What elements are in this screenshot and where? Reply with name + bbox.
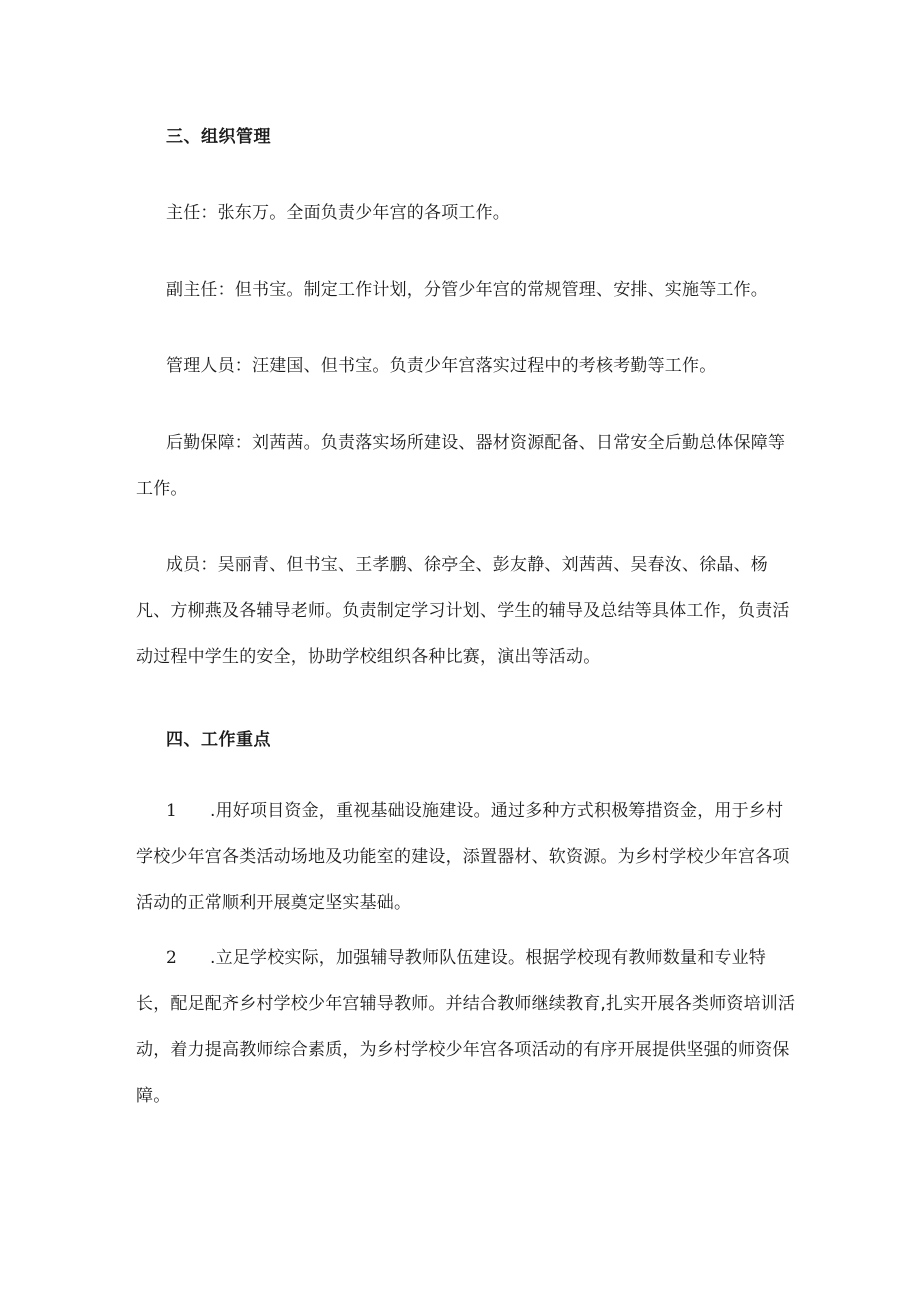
- list-item-number: 1: [166, 801, 178, 821]
- list-item-number: 2: [166, 948, 178, 968]
- list-item-text: .立足学校实际，加强辅导教师队伍建设。根据学校现有教师数量和专业特长，配足配齐乡村学校少年宫辅导教师。并结合教师继续教育,扎实开展各类师资培训活动，着力提高教师综合素质，为乡村学校少年宫各项活动的有序开展提供坚强的师资保障。: [136, 948, 796, 1106]
- list-item-1: [136, 788, 796, 926]
- section-heading-key-work: 四、工作重点: [166, 730, 271, 750]
- paragraph-director: 主任：张东万。全面负责少年宫的各项工作。: [166, 203, 510, 223]
- paragraph-logistics: 后勤保障：刘茜茜。负责落实场所建设、器材资源配备、日常安全后勤总体保障等工作。: [136, 433, 786, 499]
- section-heading-organization: 三、组织管理: [166, 127, 271, 147]
- paragraph-members: 成员：吴丽青、但书宝、王孝鹏、徐亭全、彭友静、刘茜茜、吴春汝、徐晶、杨凡、方柳燕及各辅导老师。负责制定学习计划、学生的辅导及总结等具体工作，负责活动过程中学生的安全，协助学校组织各种比赛，演出等活动。: [136, 555, 790, 667]
- paragraph-managers: 管理人员：汪建国、但书宝。负责少年宫落实过程中的考核考勤等工作。: [166, 356, 717, 376]
- paragraph-deputy-director: 副主任：但书宝。制定工作计划，分管少年宫的常规管理、安排、实施等工作。: [166, 280, 768, 300]
- list-item-2: [136, 935, 796, 1119]
- list-item-text: .用好项目资金，重视基础设施建设。通过多种方式积极筹措资金，用于乡村学校少年宫各类活动场地及功能室的建设，添置器材、软资源。为乡村学校少年宫各项活动的正常顺利开展奠定坚实基础。: [136, 801, 790, 913]
